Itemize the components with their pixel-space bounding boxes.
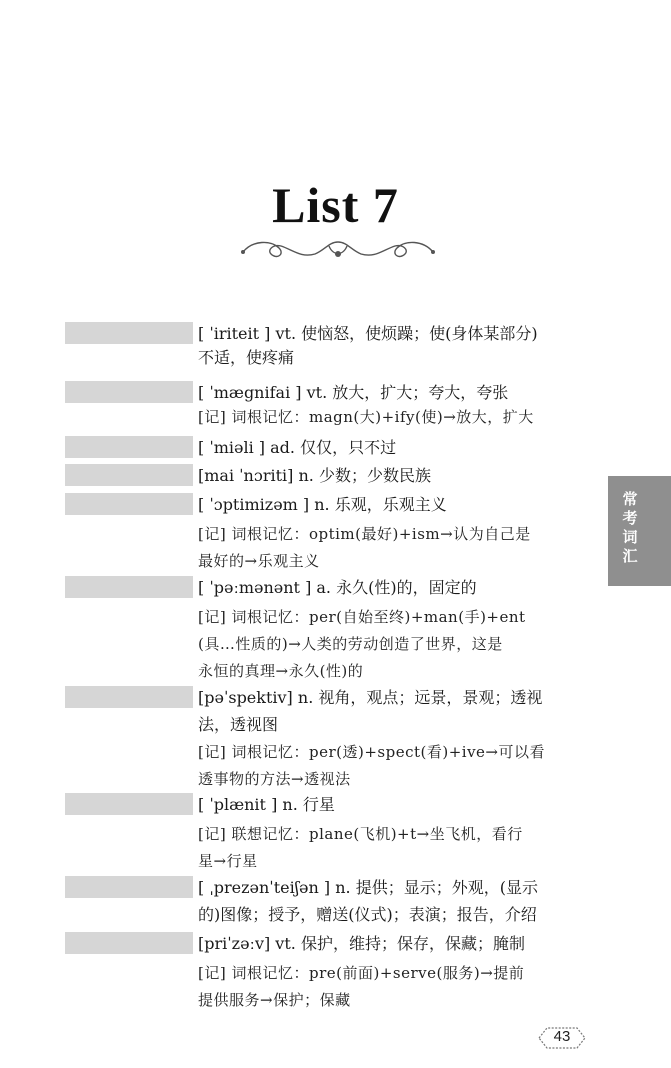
definition-line: [mai ˈnɔriti] n. 少数；少数民族 — [198, 466, 431, 485]
definition-line: [ ˈpəːmənənt ] a. 永久(性)的，固定的 — [198, 578, 477, 597]
memory-tip-line: [记] 联想记忆：plane(飞机)+t→坐飞机，看行 — [198, 825, 523, 843]
definition-line: [pəˈspektiv] n. 视角，观点；远景，景观；透视 — [198, 688, 543, 707]
word-highlight-band — [65, 436, 193, 458]
memory-tip-line: 星→行星 — [198, 852, 258, 870]
definition-line: [ ˈɔptimizəm ] n. 乐观，乐观主义 — [198, 495, 447, 514]
definition-line: [ ˈplænit ] n. 行星 — [198, 795, 335, 814]
word-highlight-band — [65, 576, 193, 598]
word-highlight-band — [65, 493, 193, 515]
memory-tip-line: 最好的→乐观主义 — [198, 552, 320, 570]
side-tab-label: 常考词汇 — [622, 490, 638, 565]
definition-line: 法，透视图 — [198, 715, 279, 734]
memory-tip-line: 透事物的方法→透视法 — [198, 770, 351, 788]
memory-tip-line: 永恒的真理→永久(性)的 — [198, 662, 364, 680]
memory-tip-line: 提供服务→保护；保藏 — [198, 991, 351, 1009]
definition-line: [ ˌprezənˈteiʃən ] n. 提供；显示；外观，(显示 — [198, 878, 538, 897]
word-highlight-band — [65, 381, 193, 403]
word-highlight-band — [65, 322, 193, 344]
memory-tip-line: [记] 词根记忆：per(透)+spect(看)+ive→可以看 — [198, 743, 545, 761]
word-highlight-band — [65, 686, 193, 708]
definition-line: 的)图像；授予，赠送(仪式)；表演；报告，介绍 — [198, 905, 537, 924]
page-number — [537, 1025, 587, 1051]
page-title: List 7 — [272, 177, 399, 233]
definition-line: [ ˈmægnifai ] vt. 放大，扩大；夸大，夸张 — [198, 383, 509, 402]
memory-tip-line: [记] 词根记忆：optim(最好)+ism→认为自己是 — [198, 525, 531, 543]
word-highlight-band — [65, 464, 193, 486]
definition-line: [ ˈmiəli ] ad. 仅仅，只不过 — [198, 438, 397, 457]
definition-line: [priˈzəːv] vt. 保护，维持；保存，保藏；腌制 — [198, 934, 525, 953]
word-highlight-band — [65, 932, 193, 954]
definition-line: 不适，使疼痛 — [198, 348, 295, 367]
decorative-flourish-icon — [233, 232, 443, 266]
memory-tip-line: [记] 词根记忆：per(自始至终)+man(手)+ent — [198, 608, 526, 626]
memory-tip-line: (具…性质的)→人类的劳动创造了世界，这是 — [198, 635, 503, 653]
side-tab — [608, 476, 671, 586]
definition-line: [ ˈiriteit ] vt. 使恼怒，使烦躁；使(身体某部分) — [198, 324, 538, 343]
memory-tip-line: [记] 词根记忆：magn(大)+ify(使)→放大，扩大 — [198, 408, 534, 426]
memory-tip-line: [记] 词根记忆：pre(前面)+serve(服务)→提前 — [198, 964, 525, 982]
page-number-text: 43 — [553, 1028, 571, 1045]
word-highlight-band — [65, 793, 193, 815]
word-highlight-band — [65, 876, 193, 898]
